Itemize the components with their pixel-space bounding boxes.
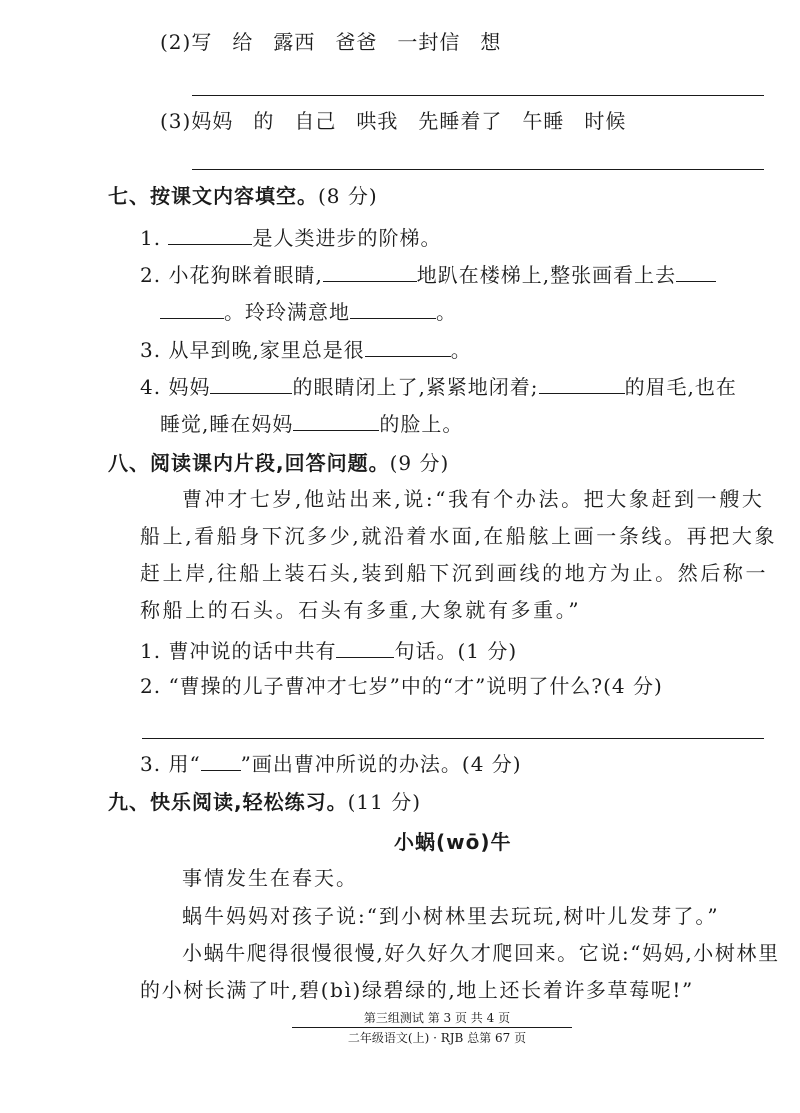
word-card: 妈妈 [191,109,234,133]
passage-line: 船上,看船身下沉多少,就沿着水面,在船舷上画一条线。再把大象 [140,524,778,548]
word-card: 爸爸 [335,30,378,54]
word-card: 哄我 [356,109,399,133]
blank-field[interactable] [365,334,451,357]
reading-question-2: 2. “曹操的儿子曹冲才七岁”中的“才”说明了什么?(4 分) [140,674,663,698]
passage-line: 称船上的石头。石头有多重,大象就有多重。” [140,598,582,622]
score: (4 分) [461,752,522,776]
blank-field[interactable] [160,296,224,319]
page-footer-line-1: 第三组测试 第 3 页 共 4 页 [363,1011,511,1025]
underline-sample [201,748,241,771]
word-card: 想 [480,30,502,54]
word-card: 先睡着了 [418,109,503,133]
page-footer-line-2: 二年级语文(上) · RJB 总第 67 页 [347,1031,527,1045]
fill-item-3: 3. 从早到晚,家里总是很 。 [140,334,472,364]
word-card: 自己 [294,109,337,133]
reorder-question-2 [160,28,521,56]
score: (11 分) [347,790,422,814]
word-card: 午睡 [522,109,565,133]
question-number: (2) [160,30,192,54]
story-paragraph: 小蜗牛爬得很慢很慢,好久好久才爬回来。它说:“妈妈,小树林里 [182,941,780,965]
score: (8 分) [318,184,378,208]
passage-line: 赶上岸,往船上装石头,装到船下沉到画线的地方为止。然后称一 [140,561,769,585]
blank-field[interactable] [210,371,292,394]
footer-divider [292,1027,572,1028]
score: (4 分) [603,674,663,698]
blank-field[interactable] [323,259,417,282]
fill-item-1: 1. 是人类进步的阶梯。 [140,222,441,252]
blank-field[interactable] [350,296,436,319]
word-card: 的 [253,109,275,133]
fill-item-2-line-1: 2. 小花狗眯着眼睛, 地趴在楼梯上,整张画看上去 [140,259,716,289]
passage-line: 曹冲才七岁,他站出来,说:“我有个办法。把大象赶到一艘大 [182,487,765,511]
blank-field[interactable] [293,408,379,431]
section-8-heading: 八、阅读课内片段,回答问题。(9 分) [108,451,450,475]
story-paragraph: 事情发生在春天。 [182,866,358,890]
story-paragraph: 蜗牛妈妈对孩子说:“到小树林里去玩玩,树叶儿发芽了。” [182,904,720,928]
reading-question-1: 1. 曹冲说的话中共有 句话。(1 分) [140,635,517,665]
word-card: 时候 [584,109,627,133]
answer-line[interactable] [192,169,764,170]
fill-item-4-line-2: 睡觉,睡在妈妈 的脸上。 [160,408,463,438]
story-title: 小蜗(wō)牛 [394,830,512,854]
blank-field[interactable] [336,635,394,658]
story-paragraph: 的小树长满了叶,碧(bì)绿碧绿的,地上还长着许多草莓呢!” [140,978,694,1002]
blank-field[interactable] [676,259,716,282]
word-card: 露西 [273,30,316,54]
reading-question-3: 3. 用“ ”画出曹冲所说的办法。(4 分) [140,748,522,778]
word-card: 写 [191,30,213,54]
question-number: (3) [160,109,192,133]
answer-line[interactable] [142,738,764,739]
section-7-heading: 七、按课文内容填空。(8 分) [108,184,378,208]
answer-line[interactable] [192,95,764,96]
word-card: 一封信 [397,30,461,54]
fill-item-4-line-1: 4. 妈妈 的眼睛闭上了,紧紧地闭着; 的眉毛,也在 [140,371,737,401]
blank-field[interactable] [168,222,252,245]
section-9-heading: 九、快乐阅读,轻松练习。(11 分) [108,790,422,814]
score: (1 分) [457,639,518,663]
reorder-question-3 [160,107,646,135]
word-card: 给 [232,30,254,54]
fill-item-2-line-2: 。玲玲满意地 。 [160,296,457,326]
blank-field[interactable] [539,371,625,394]
score: (9 分) [389,451,450,475]
